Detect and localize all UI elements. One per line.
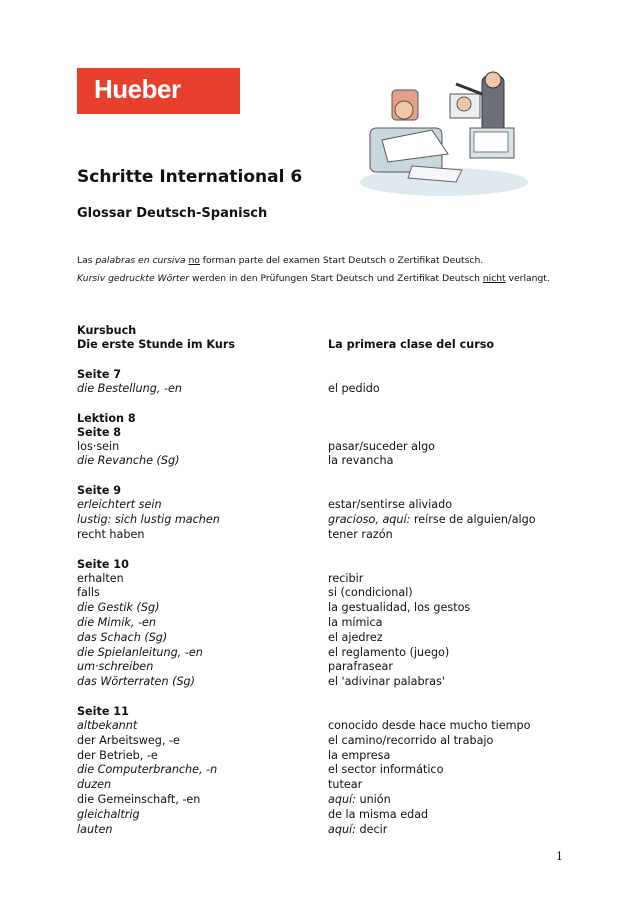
term-german: um·schreiben [77, 660, 154, 674]
term-spanish-text: unión [355, 792, 391, 806]
glossary-entry [77, 660, 557, 675]
glossary-entry [77, 528, 557, 543]
term-spanish [328, 440, 435, 455]
glossary-entry [77, 616, 557, 631]
term-spanish-text: el 'adivinar palabras' [328, 675, 445, 689]
term-german: lustig: sich lustig machen [77, 512, 220, 526]
term-spanish [328, 749, 390, 764]
note-es-italic: palabras en cursiva [95, 255, 186, 266]
term-spanish [328, 675, 445, 690]
term-german: los·sein [77, 439, 120, 453]
glossary-section [77, 368, 557, 397]
glossary-entry [77, 572, 557, 587]
office-illustration [352, 70, 532, 198]
term-spanish [328, 572, 363, 587]
term-spanish [328, 763, 443, 778]
term-german: der Arbeitsweg, -e [77, 733, 180, 747]
note-es-underlined: no [188, 255, 200, 266]
glossary-sections [77, 368, 557, 838]
glossary-entry [77, 778, 557, 793]
term-spanish [328, 382, 380, 397]
term-spanish [328, 454, 393, 469]
page-number: 1 [556, 850, 563, 863]
note-de-text: verlangt. [505, 273, 550, 284]
glossary-entry [77, 586, 557, 601]
term-spanish-text: reírse de alguien/algo [410, 512, 536, 526]
term-spanish [328, 793, 391, 808]
term-spanish-text: la empresa [328, 748, 391, 762]
term-spanish-text: conocido desde hace mucho tiempo [328, 718, 531, 732]
term-spanish-text: de la misma edad [328, 807, 429, 821]
note-de-underlined: nicht [482, 273, 506, 284]
term-spanish [328, 586, 413, 601]
term-spanish-text: el sector informático [328, 763, 444, 777]
term-spanish [328, 528, 393, 543]
term-spanish-text: tener razón [328, 527, 393, 541]
glossary [77, 324, 557, 837]
term-spanish [328, 513, 536, 528]
term-german: lauten [77, 822, 113, 836]
glossary-entry [77, 823, 557, 838]
term-german: erleichtert sein [77, 498, 162, 512]
note-de-text: werden in den Prüfungen Start Deutsch und Zertifikat Deutsch [189, 273, 483, 284]
term-german: der Betrieb, -e [77, 748, 158, 762]
term-german: das Schach (Sg) [77, 630, 168, 644]
term-german: die Revanche (Sg) [77, 454, 180, 468]
document-title: Schritte International 6 [77, 167, 303, 187]
term-spanish-text: el reglamento (juego) [328, 645, 450, 659]
term-german: die Bestellung, -en [77, 381, 182, 395]
glossary-entry [77, 440, 557, 455]
term-spanish-text: la gestualidad, los gestos [328, 601, 471, 615]
glossary-entry [77, 646, 557, 661]
chapter-title-es: La primera clase del curso [328, 338, 495, 351]
glossary-entry [77, 734, 557, 749]
glossary-section [77, 484, 557, 542]
term-german: die Spielanleitung, -en [77, 645, 203, 659]
hueber-logo [77, 68, 240, 114]
section-heading: Seite 9 [77, 484, 122, 498]
note-german [77, 273, 550, 284]
term-spanish [328, 498, 452, 513]
term-spanish [328, 808, 428, 823]
term-spanish [328, 734, 493, 749]
term-german: die Gemeinschaft, -en [77, 792, 201, 806]
document-subtitle: Glossar Deutsch-Spanisch [77, 206, 268, 221]
logo-text: Hueber [94, 74, 181, 104]
section-heading: Seite 11 [77, 704, 129, 718]
term-spanish-text: el ajedrez [328, 630, 383, 644]
note-de-italic: Kursiv gedruckte Wörter [77, 273, 190, 284]
term-spanish-note: aquí: [328, 792, 356, 806]
term-german: die Computerbranche, -n [77, 763, 218, 777]
term-german: erhalten [77, 571, 124, 585]
glossary-entry [77, 631, 557, 646]
term-german: die Gestik (Sg) [77, 601, 160, 615]
term-spanish [328, 823, 387, 838]
term-spanish [328, 778, 362, 793]
glossary-entry [77, 601, 557, 616]
glossary-section [77, 558, 557, 690]
term-german: die Mimik, -en [77, 615, 157, 629]
term-spanish [328, 719, 530, 734]
chapter-heading [77, 338, 557, 353]
book-heading: Kursbuch [77, 324, 137, 337]
term-spanish-text: si (condicional) [328, 586, 413, 600]
term-spanish-text: la revancha [328, 454, 394, 468]
term-german: recht haben [77, 527, 145, 541]
note-es-text: Las [77, 255, 96, 266]
glossary-entry [77, 382, 557, 397]
glossary-entry [77, 808, 557, 823]
glossary-entry [77, 749, 557, 764]
section-heading: Seite 7 [77, 367, 122, 381]
term-german: das Wörterraten (Sg) [77, 675, 196, 689]
term-spanish-text: el pedido [328, 381, 380, 395]
term-spanish-text: tutear [328, 778, 363, 792]
chapter-title-de: Die erste Stunde im Kurs [77, 338, 236, 351]
glossary-section [77, 705, 557, 837]
term-spanish-note: aquí: [328, 822, 356, 836]
term-spanish-text: pasar/suceder algo [328, 439, 436, 453]
term-spanish-text: parafrasear [328, 660, 393, 674]
term-spanish [328, 616, 383, 631]
glossary-entry [77, 675, 557, 690]
term-spanish-text: decir [355, 822, 388, 836]
section-heading: Seite 10 [77, 557, 129, 571]
note-spanish [77, 255, 483, 266]
term-german: duzen [77, 778, 112, 792]
note-es-text: forman parte del examen Start Deutsch o Zertifikat Deutsch. [199, 255, 484, 266]
section-heading: Seite 8 [77, 425, 122, 439]
term-spanish-text: la mímica [328, 615, 383, 629]
section-heading: Lektion 8 [77, 411, 136, 425]
term-spanish-text: recibir [328, 571, 364, 585]
term-german: altbekannt [77, 718, 138, 732]
glossary-entry [77, 763, 557, 778]
term-spanish [328, 660, 393, 675]
glossary-entry [77, 719, 557, 734]
glossary-section [77, 412, 557, 470]
glossary-entry [77, 793, 557, 808]
term-spanish [328, 646, 449, 661]
glossary-entry [77, 498, 557, 513]
glossary-entry [77, 454, 557, 469]
glossary-entry [77, 513, 557, 528]
term-spanish-text: estar/sentirse aliviado [328, 498, 453, 512]
term-spanish [328, 601, 470, 616]
term-german: falls [77, 586, 100, 600]
term-german: gleichaltrig [77, 807, 140, 821]
term-spanish-text: el camino/recorrido al trabajo [328, 733, 494, 747]
term-spanish-note: gracioso, aquí: [328, 512, 411, 526]
term-spanish [328, 631, 383, 646]
